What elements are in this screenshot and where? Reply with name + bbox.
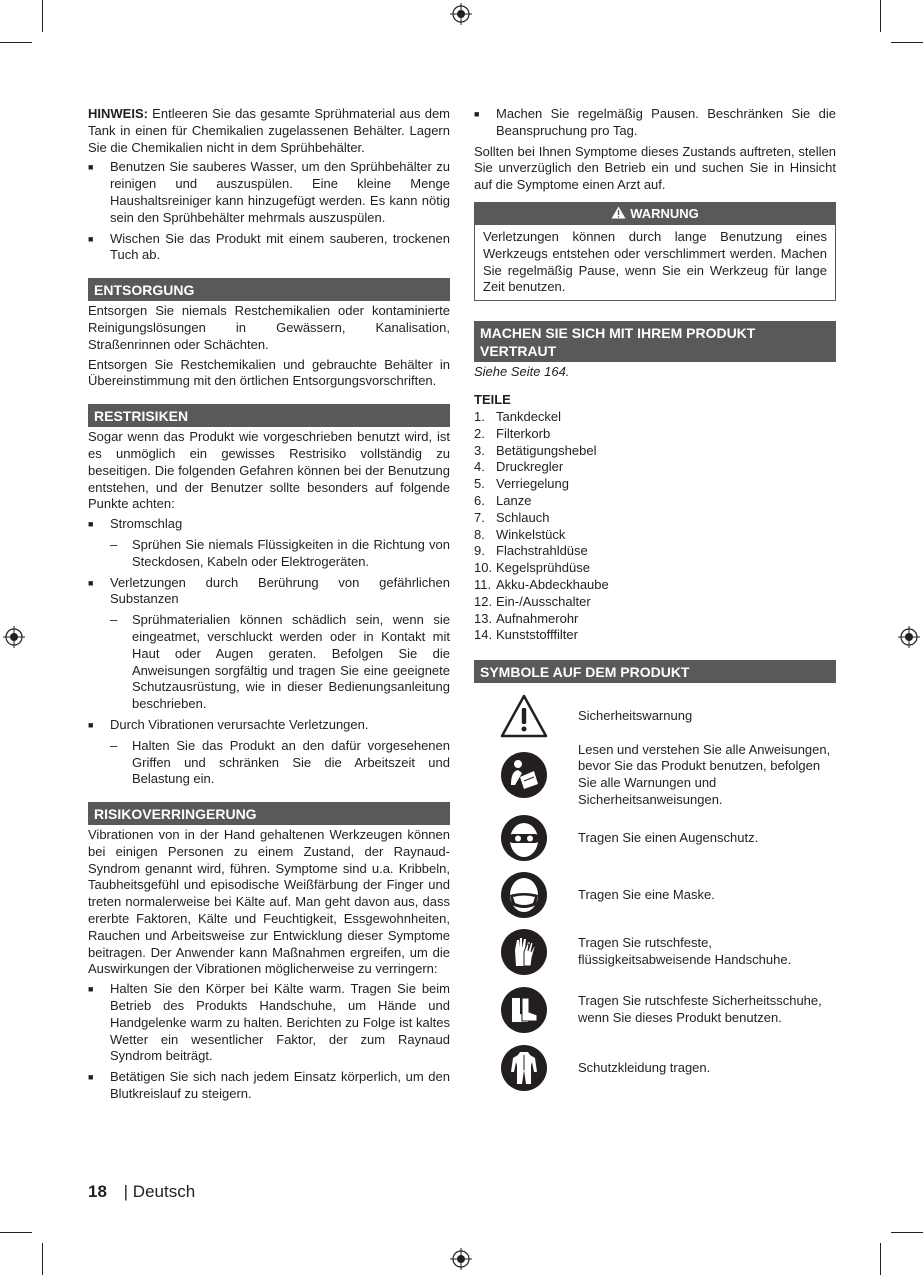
- risiko-paragraph: Vibrationen von in der Hand gehaltenen Werkzeugen können bei einigen Personen zu einem Zustand, der Raynaud-Syndrom genannt wird, führen. Symptome sind u.a. Kribbeln, Taubheitsgefühl und episodische Weißfärbung der Finger und treten normalerweise bei Kälte auf. Man geht davon aus, dass ererbte Faktoren, Kälte und Feuchtigkeit, Essgewohnheiten, Rauchen und Arbeitsweise zur Entwicklung dieser Symptome beitragen. Der Anwender kann Maßnahmen ergreifen, um die Auswirkungen der Vibrationen möglicherweise zu verringern:: [88, 827, 450, 977]
- warning-triangle-icon: [611, 206, 626, 219]
- registration-mark-icon: [898, 626, 920, 648]
- read-manual-icon: [500, 751, 548, 799]
- list-item: ■ Machen Sie regelmäßig Pausen. Beschränken Sie die Beanspruchung pro Tag.: [474, 106, 836, 140]
- symbol-text: Tragen Sie rutschfeste Sicherheitsschuhe, wenn Sie dieses Produkt benutzen.: [578, 993, 822, 1026]
- entsorgung-paragraph: Entsorgen Sie niemals Restchemikalien oder kontaminierte Reinigungslösungen in Gewässern, Kanalisation, Straßenrinnen oder Schächten.: [88, 303, 450, 352]
- section-heading-symbole: SYMBOLE AUF DEM PRODUKT: [474, 660, 836, 683]
- symbol-row: [474, 923, 836, 981]
- symptom-paragraph: Sollten bei Ihnen Symptome dieses Zustands auftreten, stellen Sie unverzüglich den Betrieb ein und suchen Sie in Hinsicht auf die Symptome einen Arzt auf.: [474, 143, 836, 193]
- section-heading-risikoverringerung: RISIKOVERRINGERUNG: [88, 802, 450, 825]
- list-item: ■ Betätigen Sie sich nach jedem Einsatz körperlich, um den Blutkreislauf zu steigern.: [88, 1069, 450, 1103]
- list-item: 8. Winkelstück: [474, 526, 566, 542]
- list-item: 13. Aufnahmerohr: [474, 610, 579, 626]
- registration-mark-icon: [450, 3, 472, 25]
- warning-text: Verletzungen können durch lange Benutzung eines Werkzeugs entstehen oder verschlimmert werden. Machen Sie regelmäßig Pause, wenn Sie ein Werkzeug für lange Zeit benutzen.: [483, 228, 827, 295]
- symbol-table: [474, 691, 836, 1097]
- crop-mark: [891, 1232, 923, 1233]
- registration-mark-icon: [450, 1248, 472, 1270]
- risk-label: Durch Vibrationen verursachte Verletzungen.: [110, 716, 369, 732]
- list-item: 1. Tankdeckel: [474, 408, 562, 424]
- list-item: [88, 575, 450, 713]
- symbol-row: [474, 867, 836, 923]
- symbol-text: Lesen und verstehen Sie alle Anweisungen, bevor Sie das Produkt benutzen, befolgen Sie alle Warnungen und Sicherheitsanweisungen.: [578, 741, 831, 807]
- warning-box: [474, 202, 836, 301]
- entsorgung-paragraph: Entsorgen Sie Restchemikalien und gebrauchte Behälter in Übereinstimmung mit den örtlichen Entsorgungsvorschriften.: [88, 356, 450, 389]
- symbol-row: [474, 809, 836, 867]
- list-item: 3. Betätigungshebel: [474, 442, 597, 458]
- symbol-row: [474, 741, 836, 809]
- list-item: 6. Lanze: [474, 492, 532, 508]
- list-item: 4. Druckregler: [474, 459, 564, 475]
- crop-mark: [0, 42, 32, 43]
- hinweis-label: HINWEIS:: [88, 106, 148, 121]
- symbol-text: Schutzkleidung tragen.: [578, 1059, 711, 1075]
- list-item: [88, 516, 450, 570]
- section-heading-vertraut: MACHEN SIE SICH MIT IHREM PRODUKT VERTRAUT: [474, 321, 836, 362]
- crop-mark: [880, 0, 881, 32]
- risiko-list: [88, 981, 450, 1103]
- list-item: 12. Ein-/Ausschalter: [474, 593, 591, 609]
- crop-mark: [0, 1232, 32, 1233]
- restrisiken-list: [88, 516, 450, 788]
- parts-title: TEILE: [474, 391, 511, 407]
- section-heading-restrisiken: RESTRISIKEN: [88, 404, 450, 427]
- warning-title: WARNUNG: [630, 205, 699, 221]
- symbol-row: [474, 1039, 836, 1097]
- symbol-row: [474, 691, 836, 741]
- crop-mark: [891, 42, 923, 43]
- section-heading-entsorgung: ENTSORGUNG: [88, 278, 450, 301]
- list-item: 11. Akku-Abdeckhaube: [474, 576, 609, 592]
- risk-detail: – Halten Sie das Produkt an den dafür vorgesehenen Griffen und schränken Sie die Arbeitszeit und Belastung ein.: [110, 738, 450, 788]
- registration-mark-icon: [3, 626, 25, 648]
- see-page-note: Siehe Seite 164.: [474, 364, 570, 380]
- symbol-text: Tragen Sie eine Maske.: [578, 886, 715, 902]
- parts-list: [474, 409, 836, 644]
- mask-icon: [500, 871, 548, 919]
- symbol-text: Tragen Sie einen Augenschutz.: [578, 829, 759, 845]
- protective-clothing-icon: [500, 1044, 548, 1092]
- list-item: ■ Wischen Sie das Produkt mit einem sauberen, trockenen Tuch ab.: [88, 231, 450, 265]
- restrisiken-paragraph: Sogar wenn das Produkt wie vorgeschrieben benutzt wird, ist es unmöglich ein gewisses Restrisiko vollständig zu beseitigen. Die folgenden Gefahren können bei der Benutzung entstehen, und der Benutzer sollte besonders auf folgende Punkte achten:: [88, 429, 450, 512]
- list-item: ■ Benutzen Sie sauberes Wasser, um den Sprühbehälter zu reinigen und auszuspülen. Eine kleine Menge Haushaltsreiniger kann hinzugefügt werden. Es kann nötig sein den Sprühbehälter mehrmals auszuspülen.: [88, 159, 450, 226]
- symbol-text: Sicherheitswarnung: [578, 707, 693, 723]
- crop-mark: [42, 1243, 43, 1275]
- top-bullet-list: [474, 106, 836, 140]
- crop-mark: [880, 1243, 881, 1275]
- list-item: 9. Flachstrahldüse: [474, 543, 588, 559]
- hinweis-text: Entleeren Sie das gesamte Sprühmaterial aus dem Tank in einen für Chemikalien zugelassenen Behälter. Lagern Sie die Chemikalien nicht in dem Sprühbehälter.: [88, 106, 450, 155]
- page-number: 18: [88, 1182, 107, 1201]
- list-item: [88, 717, 450, 788]
- list-item: 2. Filterkorb: [474, 425, 551, 441]
- right-column: [474, 106, 836, 1097]
- risk-detail: – Sprühmaterialien können schädlich sein, wenn sie eingeatmet, verschluckt werden oder in Kontakt mit Haut oder Augen geraten. Befolgen Sie die Anweisungen sorgfältig und tragen Sie eine geeignete Schutzausrüstung, wie in dieser Bedienungsanleitung beschrieben.: [110, 612, 450, 713]
- gloves-icon: [500, 928, 548, 976]
- list-item: 7. Schlauch: [474, 509, 550, 525]
- risk-detail: – Sprühen Sie niemals Flüssigkeiten in die Richtung von Steckdosen, Kabeln oder Elektrogeräten.: [110, 537, 450, 571]
- hinweis-paragraph: [88, 106, 450, 156]
- list-item: ■ Halten Sie den Körper bei Kälte warm. Tragen Sie beim Betrieb des Produkts Handschuhe, um Hände und Handgelenke warm zu halten. Berichten zu Folge ist kaltes Wetter ein wesentlicher Faktor, der zum Raynaud Syndrom beiträgt.: [88, 981, 450, 1065]
- intro-bullet-list: [88, 159, 450, 264]
- risk-label: Verletzungen durch Berührung von gefährlichen Substanzen: [110, 574, 450, 607]
- list-item: 10. Kegelsprühdüse: [474, 560, 590, 576]
- left-column: [88, 106, 450, 1107]
- eye-protection-icon: [500, 814, 548, 862]
- footer-language: | Deutsch: [123, 1182, 196, 1201]
- crop-mark: [42, 0, 43, 32]
- risk-label: Stromschlag: [110, 516, 183, 532]
- page-footer: [88, 1182, 195, 1202]
- symbol-row: [474, 981, 836, 1039]
- symbol-text: Tragen Sie rutschfeste, flüssigkeitsabweisende Handschuhe.: [578, 935, 792, 968]
- list-item: 5. Verriegelung: [474, 476, 569, 492]
- list-item: 14. Kunststofffilter: [474, 627, 578, 643]
- warning-header: [475, 203, 835, 225]
- safety-warning-icon: [500, 694, 548, 738]
- safety-boots-icon: [500, 986, 548, 1034]
